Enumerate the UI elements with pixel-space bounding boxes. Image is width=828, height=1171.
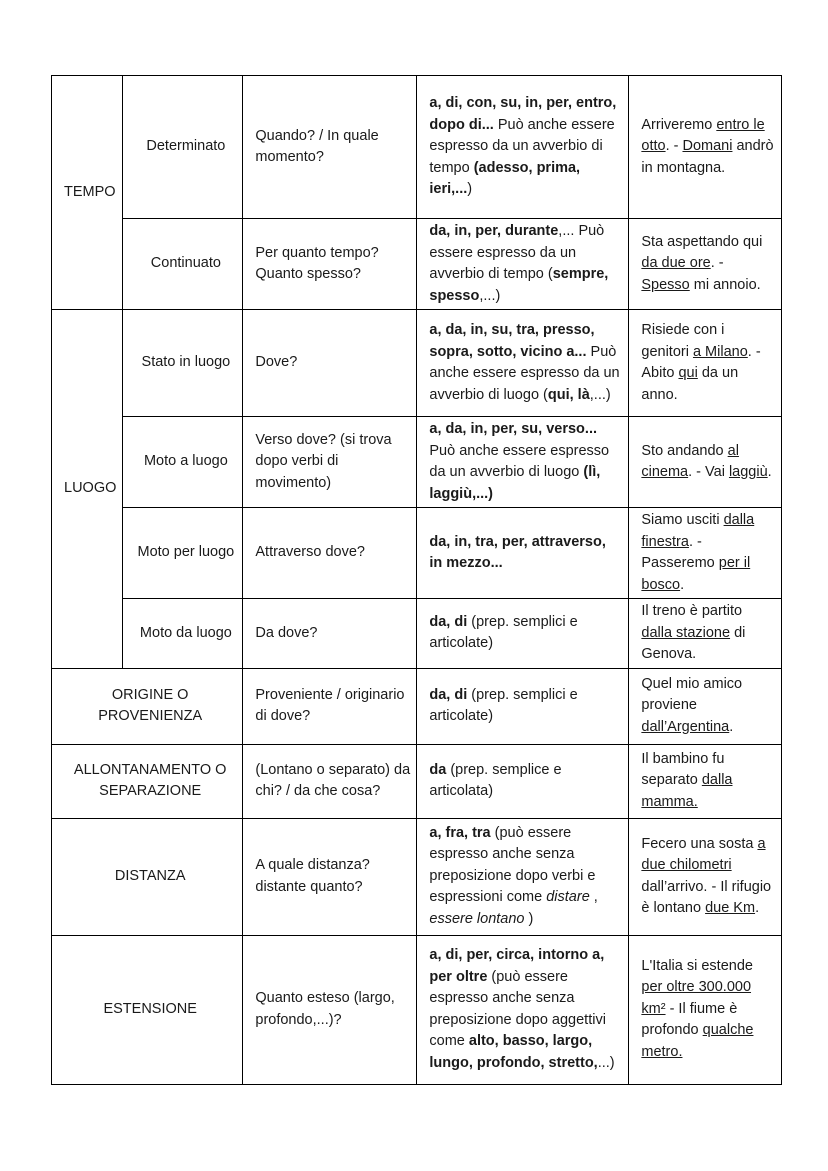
text-segment: . - Vai [688, 464, 729, 480]
question-cell: Proveniente / originario di dove? [243, 668, 417, 744]
bold-preposition-text: da, in, per, durante [429, 223, 559, 239]
underlined-example-phrase: a due chilometri [641, 835, 766, 873]
subcategory-cell: Moto a luogo [123, 417, 243, 508]
underlined-example-phrase: qualche metro. [641, 1022, 754, 1060]
subcategory-cell: Moto per luogo [123, 508, 243, 599]
text-segment: . - Passeremo [641, 533, 719, 571]
subcategory-cell: Moto da luogo [123, 599, 243, 669]
text-segment: . [767, 464, 772, 480]
prepositions-cell [417, 219, 629, 310]
text-segment: (può essere espresso anche senza preposizione dopo verbi e espressioni come [429, 824, 596, 906]
category-cell: DISTANZA [52, 818, 243, 935]
text-segment: Può anche essere espresso da un avverbio di luogo [429, 442, 610, 480]
text-segment: andrò in montagna. [641, 138, 774, 176]
text-segment: Siamo usciti [641, 512, 724, 528]
example-cell [629, 818, 782, 935]
text-segment: Risiede con i genitori [641, 322, 725, 360]
underlined-example-phrase: al cinema [641, 442, 739, 480]
underlined-example-phrase: qui [678, 365, 698, 381]
text-segment: - Il fiume è profondo [641, 1000, 738, 1039]
underlined-example-phrase: per oltre 300.000 km² [641, 979, 752, 1017]
underlined-example-phrase: dalla mamma. [641, 772, 733, 810]
text-segment: essere lontano [429, 910, 525, 927]
prepositions-cell [417, 310, 629, 417]
underlined-example-phrase: Spesso [641, 276, 690, 293]
underlined-example-phrase: due Km [705, 900, 756, 916]
bold-preposition-text: da, di [429, 613, 468, 630]
bold-preposition-text: a, da, in, per, su, verso... [429, 421, 597, 437]
question-cell: Dove? [243, 310, 417, 417]
example-cell [629, 668, 782, 744]
text-segment: L'Italia si estende [641, 957, 753, 974]
question-cell: Verso dove? (si trova dopo verbi di movimento) [243, 417, 417, 508]
text-segment: da un anno. [641, 365, 739, 403]
text-segment: Fecero una sosta [641, 835, 758, 852]
text-segment: ,...) [479, 287, 501, 304]
text-segment: . - Abito [641, 343, 761, 381]
bold-preposition-text: da, di [429, 686, 468, 703]
text-segment: di Genova. [641, 624, 746, 662]
text-segment: distare [546, 889, 590, 906]
text-segment: (prep. semplici e articolate) [429, 613, 578, 652]
underlined-example-phrase: dalla stazione [641, 624, 731, 641]
example-cell [629, 599, 782, 669]
example-cell [629, 417, 782, 508]
underlined-example-phrase: a Milano [692, 343, 748, 360]
category-cell: ORIGINE O PROVENIENZA [52, 668, 243, 744]
underlined-example-phrase: da due ore [641, 255, 711, 272]
underlined-example-phrase: entro le otto [641, 116, 765, 155]
text-segment: (prep. semplici e articolate) [429, 686, 578, 724]
bold-preposition-text: da, in, tra, per, attraverso, in mezzo... [429, 533, 606, 571]
example-cell [629, 310, 782, 417]
prepositions-cell [417, 508, 629, 599]
underlined-example-phrase: Domani [682, 138, 733, 155]
text-segment: . [680, 576, 685, 593]
text-segment: Sto andando [641, 442, 728, 459]
text-segment: (può essere espresso anche senza preposizione dopo aggettivi come [429, 968, 606, 1049]
text-segment: ,... Può essere espresso da un avverbio di tempo ( [429, 223, 605, 282]
bold-preposition-text: a, di, con, su, in, per, entro, dopo di... [429, 95, 617, 133]
text-segment: (prep. semplice e articolata) [429, 761, 562, 799]
text-segment: Può anche essere espresso da un avverbio di luogo ( [429, 343, 620, 403]
prepositions-cell [417, 818, 629, 935]
underlined-example-phrase: per il bosco [641, 555, 751, 593]
prepositions-cell [417, 417, 629, 508]
text-segment: ) [467, 181, 473, 198]
text-segment: ,...) [589, 386, 611, 403]
example-cell [629, 744, 782, 818]
text-segment: ...) [597, 1054, 615, 1071]
question-cell: A quale distanza? distante quanto? [243, 818, 417, 935]
category-cell: ALLONTANAMENTO O SEPARAZIONE [52, 744, 243, 818]
question-cell: Quanto esteso (largo, profondo,...)? [243, 935, 417, 1084]
prepositions-cell [417, 668, 629, 744]
table-row [52, 599, 782, 669]
text-segment: . [729, 718, 734, 735]
table-row [52, 219, 782, 310]
text-segment: mi annoio. [689, 276, 761, 293]
text-segment: Quel mio amico proviene [641, 675, 743, 714]
question-cell: (Lontano o separato) da chi? / da che cosa? [243, 744, 417, 818]
bold-preposition-text: (lì, laggiù,...) [429, 464, 601, 502]
category-cell: LUOGO [52, 310, 123, 669]
text-segment: , [589, 889, 598, 906]
text-segment: ) [524, 910, 534, 927]
question-cell: Attraverso dove? [243, 508, 417, 599]
text-segment: dall’arrivo. - Il rifugio è lontano [641, 878, 772, 916]
text-segment: Il bambino fu separato [641, 750, 725, 789]
example-cell [629, 219, 782, 310]
table-row [52, 76, 782, 219]
bold-preposition-text: a, da, in, su, tra, presso, sopra, sotto, vicino a... [429, 322, 595, 360]
bold-preposition-text: (adesso, prima, ieri,... [429, 159, 581, 198]
prepositions-cell [417, 76, 629, 219]
table-row [52, 818, 782, 935]
text-segment: Può anche essere espresso da un avverbio di tempo [429, 116, 615, 176]
underlined-example-phrase: dall’Argentina [641, 718, 730, 735]
bold-preposition-text: a, di, per, circa, intorno a, per oltre [429, 947, 605, 985]
subcategory-cell: Stato in luogo [123, 310, 243, 417]
table-row [52, 744, 782, 818]
text-segment: . - [665, 138, 683, 155]
example-cell [629, 508, 782, 599]
text-segment: Arriveremo [641, 116, 717, 133]
bold-preposition-text: a, fra, tra [429, 824, 491, 841]
bold-preposition-text: qui, là [547, 386, 590, 403]
example-cell [629, 76, 782, 219]
table-row [52, 417, 782, 508]
prepositions-cell [417, 935, 629, 1084]
text-segment: . - [710, 255, 724, 272]
bold-preposition-text: sempre, spesso [429, 266, 609, 304]
underlined-example-phrase: laggiù [728, 464, 768, 480]
prepositions-cell [417, 744, 629, 818]
table-row [52, 935, 782, 1084]
table-row [52, 310, 782, 417]
table-row [52, 668, 782, 744]
question-cell: Da dove? [243, 599, 417, 669]
prepositions-cell [417, 599, 629, 669]
subcategory-cell: Continuato [123, 219, 243, 310]
table-row [52, 508, 782, 599]
category-cell: TEMPO [52, 76, 123, 310]
text-segment: Sta aspettando qui [641, 233, 763, 250]
bold-preposition-text: alto, basso, largo, lungo, profondo, stretto, [429, 1033, 598, 1071]
example-cell [629, 935, 782, 1084]
text-segment: Il treno è partito [641, 603, 743, 619]
text-segment: . [755, 900, 760, 916]
bold-preposition-text: da [429, 761, 447, 778]
category-cell: ESTENSIONE [52, 935, 243, 1084]
subcategory-cell: Determinato [123, 76, 243, 219]
question-cell: Per quanto tempo? Quanto spesso? [243, 219, 417, 310]
underlined-example-phrase: dalla finestra [641, 512, 755, 550]
question-cell: Quando? / In quale momento? [243, 76, 417, 219]
complements-table [51, 75, 782, 1085]
